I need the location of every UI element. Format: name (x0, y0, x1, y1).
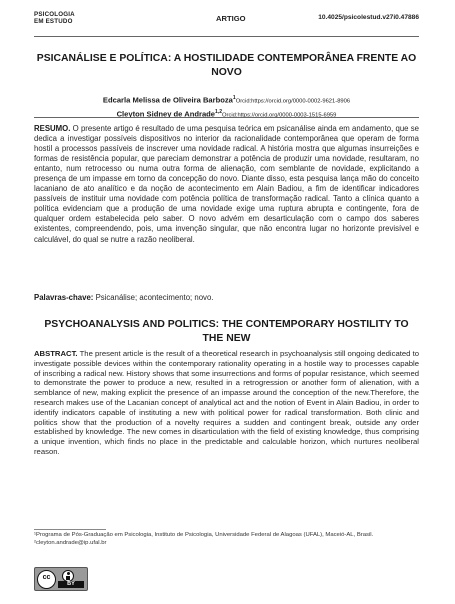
author-2 (34, 107, 419, 121)
title-english: PSYCHOANALYSIS AND POLITICS: THE CONTEMPORARY HOSTILITY TO THE NEW (44, 319, 409, 344)
author-2-name: Cleyton Sidney de Andrade (116, 109, 216, 119)
logo-line-1: PSICOLOGIA (34, 11, 75, 18)
author-1-affiliation: 1 (232, 95, 236, 101)
author-block (34, 93, 419, 120)
author-1-orcid: Orcid:https://orcid.org/0000-0002-9621-8906 (235, 98, 351, 105)
resumo-label: RESUMO. (34, 124, 71, 133)
by-label: BY (58, 581, 84, 588)
creative-commons-by-icon (34, 567, 88, 591)
author-2-orcid: Orcid:https://orcid.org/0000-0003-1515-6959 (222, 112, 337, 119)
author-1 (34, 93, 419, 107)
resumo-text: O presente artigo é resultado de uma pesquisa teórica em psicanálise ainda em andamento, que se dedica a investigar possíveis dispositivos no interior da racionalidade contemporânea que operam de forma hostil a processos passíveis de inscrever uma novidade radical. A história mostra que algumas insurreições e formas de resistência popular, que pareciam demonstrar a potência de produzir uma novidade, resultaram, no entanto, num retrocesso ou numa outra forma de alienação, com semblante de novidade, explicitando a presença de um impasse em torno da concepção do novo. Diante disso, esta pesquisa lança mão do conceito lacaniano de ato analítico e da noção de acontecimento em Alain Badiou, a fim de identificar indicadores passíveis de instituir uma novidade com potência política de transformação radical. Tanto a clínica quanto a política evidenciam que a produção de uma novidade exige uma ruptura abrupta e contingente, fora de qualquer ordem estabelecida pelo saber. O novo advém em desarticulação com o campo dos saberes existentes, compreendendo, pois, uma invenção singular, que não encontra lugar no horizonte previsível e calculável, do qual se nutre a razão neoliberal. (34, 124, 419, 244)
keywords-label: Palavras-chave: (34, 293, 94, 302)
keywords-text: Psicanálise; acontecimento; novo. (95, 293, 214, 302)
author-2-affiliation: 1,2 (215, 108, 222, 115)
logo-line-2: EM ESTUDO (34, 17, 73, 25)
authors-divider (34, 117, 419, 118)
footnote-divider (34, 529, 106, 530)
footnote-1: ¹Programa de Pós-Graduação em Psicologia, Instituto de Psicologia, Universidade Federal de Alagoas (UFAL), Maceió-AL, Brasil. (34, 532, 374, 538)
resumo-paragraph (34, 124, 419, 245)
cc-circle-icon (37, 570, 56, 589)
page-header (34, 12, 419, 36)
abstract-paragraph (34, 349, 419, 457)
author-1-name: Edcarla Melissa de Oliveira Barboza (102, 95, 233, 105)
footnotes (34, 531, 425, 547)
footnote-2: ²cleyton.andrade@ip.ufal.br (34, 540, 107, 547)
section-label: ARTIGO (216, 14, 246, 23)
doi-text: 10.4025/psicolestud.v27i0.47886 (318, 14, 419, 21)
title-portuguese: PSICANÁLISE E POLÍTICA: A HOSTILIDADE CONTEMPORÂNEA FRENTE AO NOVO (36, 53, 417, 78)
cc-text: cc (42, 574, 51, 581)
abstract-text: The present article is the result of a theoretical research in psychoanalysis still ongoing dedicated to investigate possible devices within the contemporary rationality operating in a hostile way to processes capable of inscribing a radical new. History shows that some insurrections and forms of popular resistance, which seemed to demonstrate the power to produce a new, resulted in a retrogression or another form of alienation, with a semblance of new, making explicit the presence of an impasse around the conception of the new.Therefore, the research makes use of the Lacanian concept of analytical act and the notion of Event in Alain Badiou, in order to identify indicators capable of instituting a new with political power for radical transformation. Both clinic and politics show that the production of a novelty requires a sudden and contingent break, outside any order established by knowledge. The new comes in disarticulation with the field of existing knowledge, thus comprising a unique invention, which finds no place in the predictable and calculable horizon, which nurtures neoliberal reason. (34, 349, 419, 456)
abstract-label: ABSTRACT. (34, 349, 78, 358)
journal-logo (34, 12, 75, 25)
keywords-line (34, 293, 419, 303)
header-divider (34, 36, 419, 37)
